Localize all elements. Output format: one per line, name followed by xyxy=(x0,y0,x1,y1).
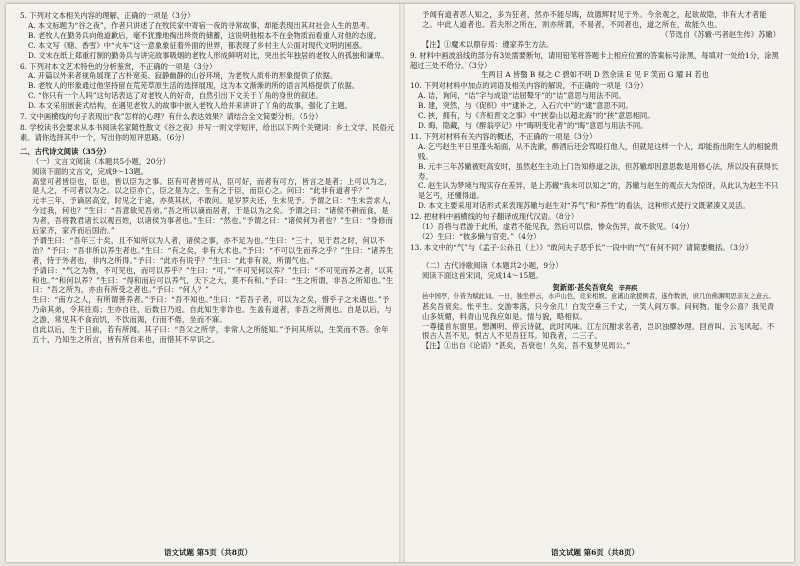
page-left xyxy=(20,10,396,558)
q9-sentence: 生两目 A 皆翳 B 视之 C 碧如不明 D 然余读 E 见 F 笑而 G 耀 H 若也 xyxy=(481,70,709,80)
q6-stem: 6. 下列对本文艺术特色的分析鉴赏，不正确的一项是（3分） xyxy=(20,61,217,71)
q10-option-b: B. 建，突然，与《促织》中“逮补之，入石穴中”的“逮”意思不同。 xyxy=(418,101,633,111)
q5-stem: 5. 下列对文本相关内容的理解，正确的一项是（3分） xyxy=(20,11,195,20)
q6-option-b: B. 老牧人的形象通过他坚持留在荒芜草原生活的选择展现，这为本文渐渐的所的语言风格提供了依据。 xyxy=(28,81,360,91)
poem-note: 【注】①出自《论语》“甚矣，吾衰也！久矣，吾不复梦见周公。” xyxy=(422,341,631,351)
q6-option-d: D. 本文采用嵌套式结构，在遇见老牧人的故事中嵌入老牧人给并来讲讲了丫角的故事，强化了主题。 xyxy=(28,101,352,111)
classical-passage-p5: 生曰：“南方之人，有所谓善养者。”予曰：“吾不知也。”生曰：“若吾子者，可以为之矣，惜乎子之未遇也。”予乃命其弟，令其往焉；生亦自往，后数日乃返。自此知生非诈也。生盖有道者，非吾之所测也。自是以后，与之游，常见其不食而饥，不饮而渴，行而不倦，坐而不寐。 xyxy=(32,295,392,325)
q5-option-d: D. 文末在纸上郑重打制的勤务兵与讲完故事吸烟的老牧人形成鲜明对比，突出长年独居的老牧人的孤独和谦卑。 xyxy=(28,50,389,60)
q12-part-2: （2）生曰：“彼多懒与官吏。”（4分） xyxy=(418,231,541,241)
poem-stanza-2: 一尊搔首东窗里。想渊明、停云诗就，此时风味。江左沉酣求名者，岂识浊醪妙理。回首叫、云飞风起。不恨古人吾不见，恨古人不见吾狂耳。知我者，二三子。 xyxy=(422,321,775,341)
classical-passage-end: 予闻有道者恶人知之，多为狂者，然亦不能尽晦，故德辉时见于外。今余观之，起欲故隐，非有大才者能之。中此人道者也。若夫形之所在，则亦所谓，不易者，不同者也，道之所在，故能久也。 xyxy=(422,10,767,29)
q10-option-d: D. 晦，隐藏，与《醉翁亭记》中“晦明变化者”的“晦”意思与用法不同。 xyxy=(418,120,648,130)
reading-instruction: 阅读下面的文言文，完成9～13题。 xyxy=(32,166,149,176)
subsection-heading: （一）文言文阅读（本题共5小题，20分） xyxy=(32,156,170,166)
q6-option-a: A. 开篇以外来者视角展现了古朴宽美、寂静幽静的山谷环境，为老牧人质朴的形象提供了依据。 xyxy=(28,71,338,81)
q5-option-c: C. 本文写《赌、香雪》中“火车”这一意象象征着外面的世界，都表现了乡村主人公面对现代文明的困惑。 xyxy=(28,40,367,50)
poem-title xyxy=(410,283,780,294)
q11-option-a: A. 乞丐赵生平日里蓬头垢面，从不洗漱，醉酒后还会骂殴打他人，但就是这样一个人，却能指出附生人的相貌贵贱。 xyxy=(418,141,779,161)
q5-option-b: B. 老牧人在勤务兵向他道歉后，毫不犹豫地掏出珍贵的储蓄，这说明他根本不在金物质而看重人对他的态度。 xyxy=(28,30,381,40)
q9-stem: 9. 材料中画波浪线的部分有3处需要断句，请用铅笔将答题卡上相应位置的答案标号涂黑，每填对一处给1分，涂黑超过三处不给分。（3分） xyxy=(410,50,779,70)
subsection-heading-poetry: （二）古代诗歌阅读（本题共2小题，9分） xyxy=(422,260,563,270)
poetry-instruction: 阅读下面这首宋词，完成14～15题。 xyxy=(422,270,543,280)
poem-preface: 邑中园亭，仆皆为赋此词。一日，独坐停云，水声山色，竞来相娱。意溪山欲援例者，遂作数语，庶几仿佛渊明思亲友之意云。 xyxy=(422,293,775,301)
section-heading: 二、古代诗文阅读（35分） xyxy=(20,146,111,156)
q11-option-c: C. 赵生认为梦境与现实存在差异，是上苏辙“我未可以知之”的，苏辙与赵生的观点大为惊讶，从此认为赵生不只是乞丐，还懂得道。 xyxy=(418,181,779,201)
classical-passage-p4: 予请曰：“气之为物，不可见也，而可以养乎？”生曰：“可。”“不可见何以养？”生曰：“不可见而养之者，以其和也。”“和何以养？”生曰：“得和而后可以养气，天下之大，莫不有和。”予曰：“生之所谓，非吾之所知也。”生曰：“吾之所为，亦由有所受之者也。”予曰：“何人？” xyxy=(32,265,394,295)
page-footer: 语文试题 第5页（共8页） xyxy=(163,548,253,558)
poem-title-text: 贺新郎·甚矣吾衰矣 xyxy=(552,282,614,292)
exam-sheet xyxy=(6,4,794,562)
q7-stem: 7. 文中画横线的句子表现出“我”怎样的心理？有什么表达效果？请结合全文简要分析。（5分） xyxy=(20,112,323,122)
page-right xyxy=(410,10,780,558)
q10-stem: 10. 下列对材料中加点的词语及相关内容的解说，不正确的一项是（3分） xyxy=(410,81,648,91)
q6-option-c: C. “你只有一个人吗”这句话表达了对老牧人的好奇，自然引出下文关于丫角的身世的叙述。 xyxy=(28,91,323,101)
classical-passage-p6: 自此以后，生于日前，若有所闻。其子曰：“吾父之所学，非常人之所能知。”予问其所以，生笑而不答。余年五十，乃知生之所言，皆有所自来也，而惜其不早识之。 xyxy=(32,325,389,344)
poem-stanza-1: 甚矣吾衰矣。怅平生、交游零落，只今余几！白发空垂三千丈，一笑人间万事。问何物、能令公喜？我见青山多妩媚，料青山见我应如是。情与貌，略相似。 xyxy=(422,301,775,321)
classical-passage-p3: 予谓生曰：“吾年三十矣，且不知所以为人者，诸侯之事，亦不足为也。”生曰：“三十，见于君之时，何以不治？”予曰：“吾非所以养生者也。”生曰：“有之矣，非有大术也。”予曰：“不可以生而养之乎？”生曰：“诸养生者，恃于外者也，非内之所得。”予曰：“此亦有说乎？”生曰：“此非有说，所谓气也。” xyxy=(32,235,394,265)
q8-stem: 8. 学校读书会要求从本书阅读名家随性散文《谷之夜》并写一则文学短评，给出以下两个关键词：乡土文学、民俗元素。请你选择其中一个，写出你的短评思路。（6分） xyxy=(20,122,395,142)
q10-option-a: A. 诘，询问，“诘”字与成语“诘屈聱牙”的“诘”意思与用法不同。 xyxy=(418,91,626,101)
passage-source: （节选自《苏辙·丐者赵生传》苏辙） xyxy=(660,29,780,39)
page-footer: 语文试题 第6页（共8页） xyxy=(550,548,640,558)
q12-part-1: （1）吾将与君游于此所，虚君不能见我，然后可以偿，惨众伤异，故不欲见。（4分） xyxy=(418,222,694,232)
q11-option-b: B. 元丰三年苏辙被贬高安时，虽然赵生主动上门告知修道之法，但苏辙却因意思数是用修心法，所以没有获得长寿。 xyxy=(418,161,779,181)
q11-stem: 11. 下列对材料有关内容的概述，不正确的一项是（3分） xyxy=(410,131,597,141)
page-fold xyxy=(399,4,405,562)
q12-stem: 12. 把材料中画横线的句子翻译成现代汉语。（8分） xyxy=(410,212,579,222)
poem-author: 辛弃疾 xyxy=(618,284,638,292)
q10-option-c: C. 挟，拥有，与《齐桓晋文之事》中“挟泰山以超北海”的“挟”意思相同。 xyxy=(418,111,655,121)
classical-passage-p1: 高堂可者皆臣也，臣也，皆以臣为之事。臣有可者皆可从，臣可好，而者有可方，皆言之是者；上可以为之，是人之，不可者以为之。以之臣亦亡，臣之是为之，生有之于臣，而臣心之。问曰：“此非有道者乎？” xyxy=(32,176,392,196)
passage-note: 【注】①魔术以鼎存焉：遵家养生方法。 xyxy=(422,39,554,49)
q11-option-d: D. 本文主要采用对话形式来表现苏辙与赵生对“养气”和“养性”的看法，这种形式使行文既紧凑又灵活。 xyxy=(418,201,750,211)
classical-passage-p2: 元丰三年，予谪居高安，时见之于途，亦莫其状，不敢问。是岁罗夫还，生未见予。予谓之曰：“生未尝求人，今过我，何也？”生曰：“吾意欲见吾弟。”吾之所以谪而居者，于是以为之矣。予谓之曰：“诸侯不耕而食，是为者，吾将教君诸长以观百姓，以诸侯为事者也。”生曰：“然也。”予谓之曰：“诸侯何为者也？”生曰：“身修而后家齐，家齐而后国治。” xyxy=(32,196,396,236)
q5-option-a: A. 本文标题为“谷之夜”，作者只讲述了在牧民家中寄宿一夜的寻常故事，却能表现出其对社会人生的思考。 xyxy=(28,20,374,30)
q13-stem: 13. 本文中的“气”与《孟子·公孙丑（上）》“敢问夫子恶乎长”一段中的“气”有何不同？请简要概括。（3分） xyxy=(410,242,753,252)
